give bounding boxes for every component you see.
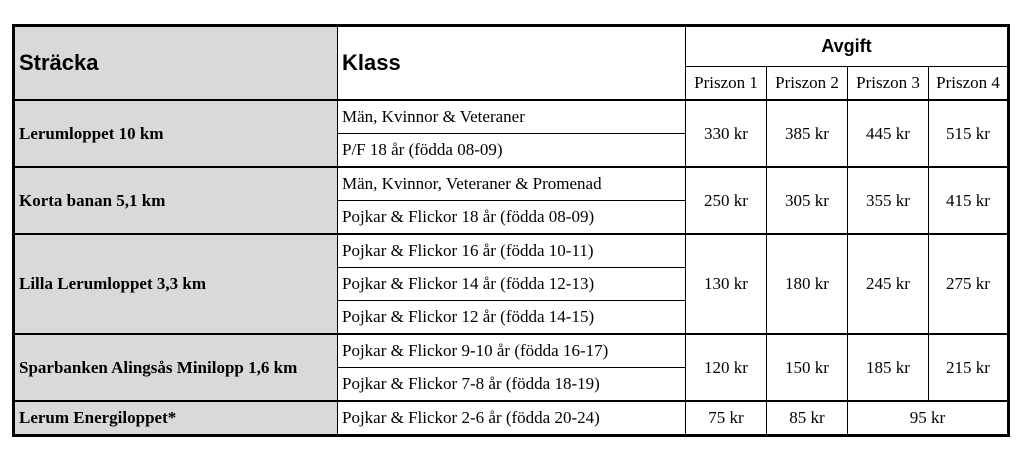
price-cell: 515 kr bbox=[929, 100, 1009, 167]
class-name: Pojkar & Flickor 16 år (födda 10-11) bbox=[338, 234, 686, 268]
header-row bbox=[14, 26, 1009, 67]
table-row bbox=[14, 401, 1009, 436]
table-row bbox=[14, 234, 1009, 268]
table-row bbox=[14, 167, 1009, 201]
price-cell: 180 kr bbox=[767, 234, 848, 334]
price-cell: 305 kr bbox=[767, 167, 848, 234]
price-cell: 85 kr bbox=[767, 401, 848, 436]
route-name: Lerumloppet 10 km bbox=[14, 100, 338, 167]
price-cell: 75 kr bbox=[686, 401, 767, 436]
price-cell: 150 kr bbox=[767, 334, 848, 401]
table-row bbox=[14, 100, 1009, 134]
price-cell: 185 kr bbox=[848, 334, 929, 401]
route-name: Sparbanken Alingsås Minilopp 1,6 km bbox=[14, 334, 338, 401]
class-name: Män, Kvinnor, Veteraner & Promenad bbox=[338, 167, 686, 201]
table-row bbox=[14, 334, 1009, 368]
route-name: Korta banan 5,1 km bbox=[14, 167, 338, 234]
class-name: Män, Kvinnor & Veteraner bbox=[338, 100, 686, 134]
zone-header: Priszon 4 bbox=[929, 66, 1009, 100]
price-table bbox=[12, 24, 1010, 437]
class-name: Pojkar & Flickor 9-10 år (födda 16-17) bbox=[338, 334, 686, 368]
class-name: P/F 18 år (födda 08-09) bbox=[338, 134, 686, 168]
price-table-container bbox=[12, 24, 1010, 437]
class-name: Pojkar & Flickor 12 år (födda 14-15) bbox=[338, 301, 686, 335]
price-cell: 445 kr bbox=[848, 100, 929, 167]
class-name: Pojkar & Flickor 18 år (födda 08-09) bbox=[338, 201, 686, 235]
header-stracka: Sträcka bbox=[14, 26, 338, 101]
zone-header: Priszon 1 bbox=[686, 66, 767, 100]
class-name: Pojkar & Flickor 7-8 år (födda 18-19) bbox=[338, 368, 686, 402]
route-name: Lilla Lerumloppet 3,3 km bbox=[14, 234, 338, 334]
price-cell: 245 kr bbox=[848, 234, 929, 334]
header-klass: Klass bbox=[338, 26, 686, 101]
price-cell: 120 kr bbox=[686, 334, 767, 401]
route-name: Lerum Energiloppet* bbox=[14, 401, 338, 436]
zone-header: Priszon 3 bbox=[848, 66, 929, 100]
price-cell: 355 kr bbox=[848, 167, 929, 234]
price-cell: 415 kr bbox=[929, 167, 1009, 234]
zone-header: Priszon 2 bbox=[767, 66, 848, 100]
price-cell: 275 kr bbox=[929, 234, 1009, 334]
class-name: Pojkar & Flickor 14 år (födda 12-13) bbox=[338, 268, 686, 301]
price-cell: 385 kr bbox=[767, 100, 848, 167]
price-cell: 330 kr bbox=[686, 100, 767, 167]
class-name: Pojkar & Flickor 2-6 år (födda 20-24) bbox=[338, 401, 686, 436]
price-cell: 130 kr bbox=[686, 234, 767, 334]
header-avgift: Avgift bbox=[686, 26, 1009, 67]
price-cell: 215 kr bbox=[929, 334, 1009, 401]
price-cell: 250 kr bbox=[686, 167, 767, 234]
price-cell-merged: 95 kr bbox=[848, 401, 1009, 436]
